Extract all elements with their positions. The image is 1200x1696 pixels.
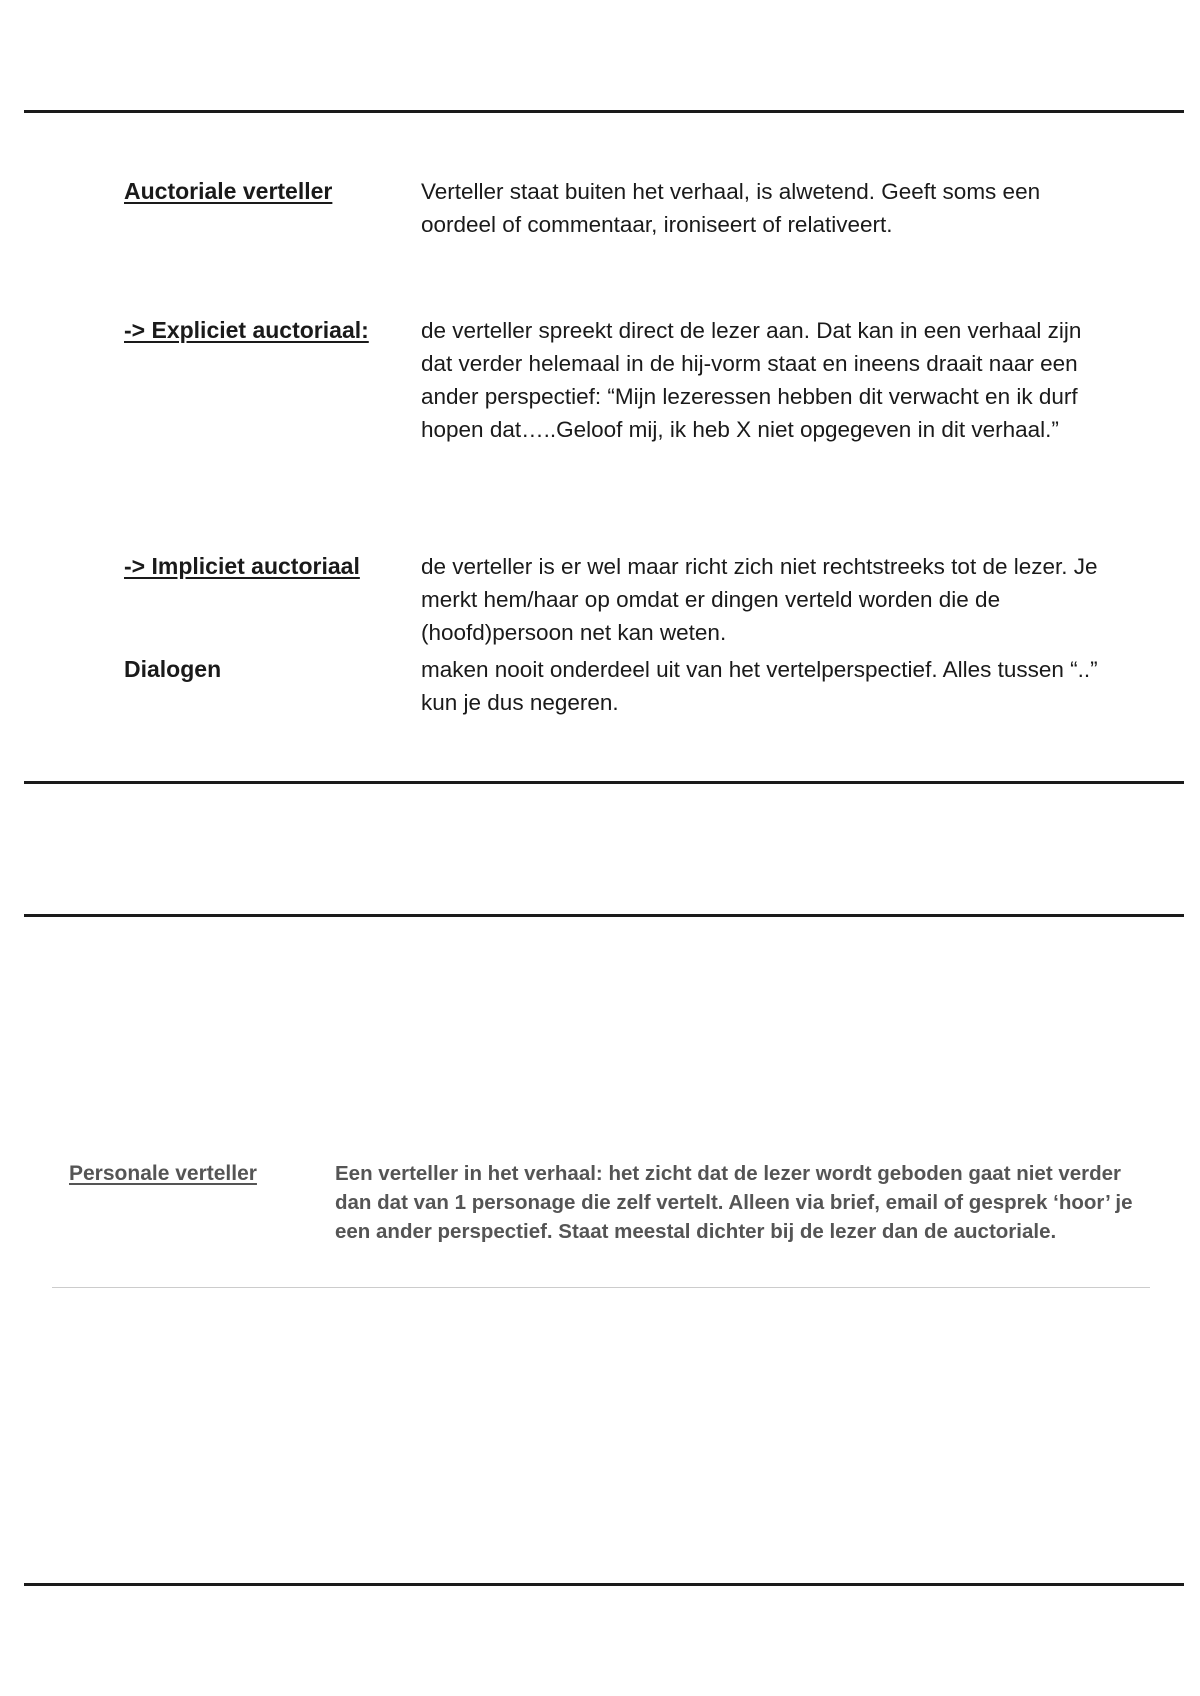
definition-expliciet-auctoriaal: de verteller spreekt direct de lezer aan. Dat kan in een verhaal zijn dat verder helemaal in de hij-vorm staat en ineens draait naar een ander perspectief: “Mijn lezeressen hebben dit verwacht en ik durf hopen dat…..Geloof mij, ik heb X niet opgegeven in dit verhaal.” xyxy=(421,318,1082,442)
definition-personale-verteller: Een verteller in het verhaal: het zicht dat de lezer wordt geboden gaat niet verder dan dat van 1 personage die zelf vertelt. Alleen via brief, email of gesprek ‘hoor’ je een ander perspectief. Staat meestal dichter bij de lezer dan de auctoriale. xyxy=(335,1162,1133,1243)
top-divider xyxy=(24,110,1184,113)
term-expliciet-auctoriaal: -> Expliciet auctoriaal: xyxy=(124,317,369,343)
section-divider xyxy=(24,781,1184,784)
term-impliciet-auctoriaal: -> Impliciet auctoriaal xyxy=(124,553,360,579)
row-separator xyxy=(52,1287,1150,1288)
section-divider xyxy=(24,914,1184,917)
definition-dialogen: maken nooit onderdeel uit van het vertelperspectief. Alles tussen “..” kun je dus negeren. xyxy=(421,657,1098,715)
term-dialogen: Dialogen xyxy=(124,656,222,682)
term-auctoriale-verteller: Auctoriale verteller xyxy=(124,178,333,204)
term-personale-verteller: Personale verteller xyxy=(69,1162,257,1185)
definition-auctoriale-verteller: Verteller staat buiten het verhaal, is alwetend. Geeft soms een oordeel of commentaar, ironiseert of relativeert. xyxy=(421,179,1041,237)
bottom-divider xyxy=(24,1583,1184,1586)
definition-impliciet-auctoriaal: de verteller is er wel maar richt zich niet rechtstreeks tot de lezer. Je merkt hem/haar op omdat er dingen verteld worden die de (hoofd)persoon net kan weten. xyxy=(421,554,1098,645)
